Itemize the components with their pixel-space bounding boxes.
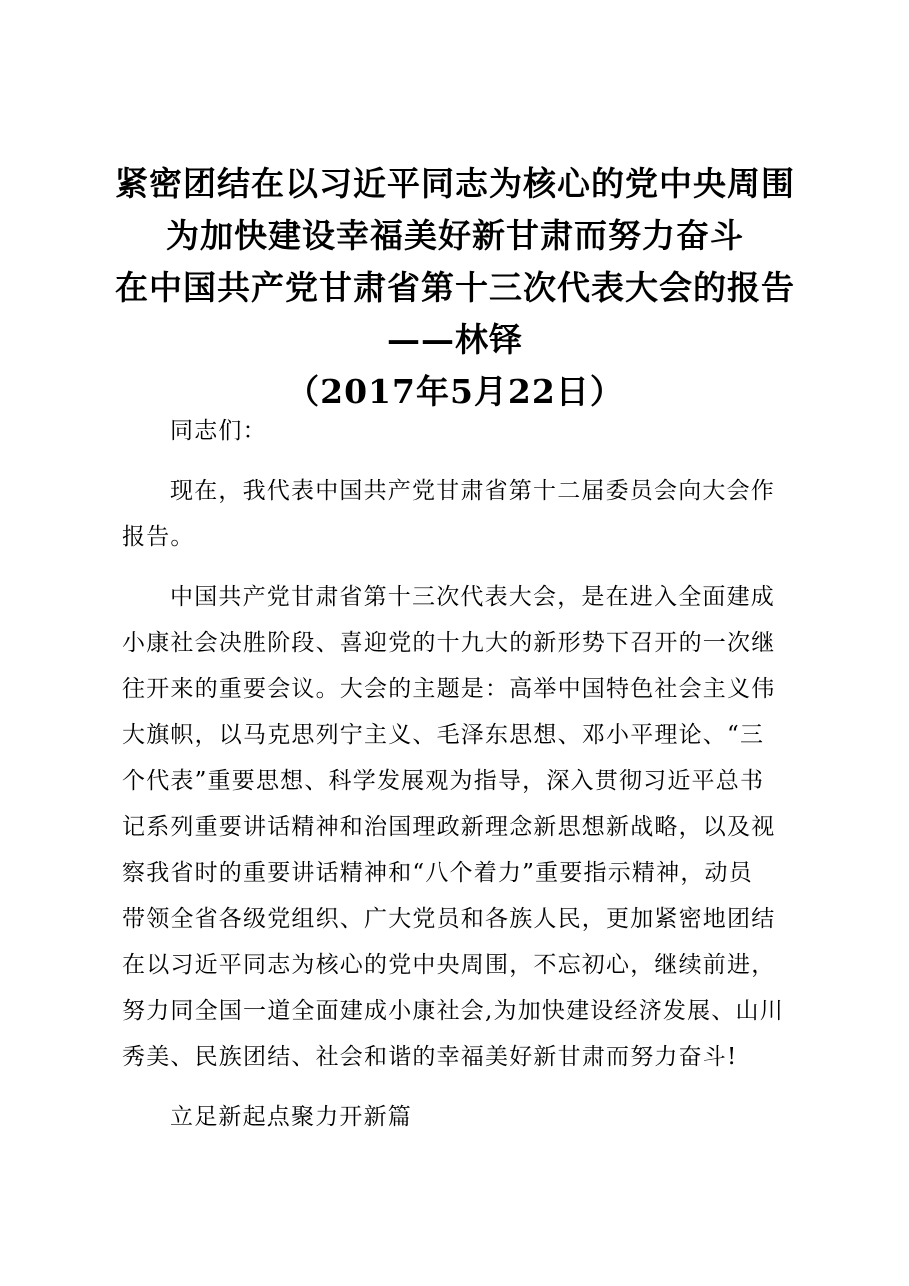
title-line-3: 在中国共产党甘肃省第十三次代表大会的报告 xyxy=(115,268,795,307)
paragraph-line: 个代表”重要思想、科学发展观为指导，深入贯彻习近平总书 xyxy=(122,768,765,794)
paragraph-line: 在以习近平同志为核心的党中央周围，不忘初心，继续前进， xyxy=(122,952,776,978)
section-heading: 立足新起点聚力开新篇 xyxy=(170,1104,412,1130)
author-line: ——林铎 xyxy=(387,320,523,359)
salutation: 同志们： xyxy=(170,418,267,444)
title-line-2: 为加快建设幸福美好新甘肃而努力奋斗 xyxy=(166,216,744,255)
paragraph-line: 大旗帜，以马克思列宁主义、毛泽东思想、邓小平理论、“三 xyxy=(122,722,765,748)
paragraph-1 xyxy=(122,468,802,560)
paragraph-line: 努力同全国一道全面建成小康社会,为加快建设经济发展、山川 xyxy=(122,998,784,1024)
report-title xyxy=(100,158,810,418)
report-body xyxy=(122,408,802,1140)
paragraph-line: 秀美、民族团结、社会和谐的幸福美好新甘肃而努力奋斗! xyxy=(122,1044,738,1070)
paragraph-line: 带领全省各级党组织、广大党员和各族人民，更加紧密地团结 xyxy=(122,906,776,932)
paragraph-line: 往开来的重要会议。大会的主题是：高举中国特色社会主义伟 xyxy=(122,676,776,702)
paragraph-line: 中国共产党甘肃省第十三次代表大会，是在进入全面建成 xyxy=(170,584,775,610)
paragraph-line: 小康社会决胜阶段、喜迎党的十九大的新形势下召开的一次继 xyxy=(122,630,776,656)
date-line: （2017年5月22日） xyxy=(286,372,624,411)
paragraph-line: 察我省时的重要讲话精神和“八个着力”重要指示精神，动员 xyxy=(122,860,753,886)
title-line-1: 紧密团结在以习近平同志为核心的党中央周围 xyxy=(115,164,795,203)
paragraph-line: 现在，我代表中国共产党甘肃省第十二届委员会向大会作 xyxy=(170,478,775,504)
paragraph-2 xyxy=(122,574,802,1080)
paragraph-line: 记系列重要讲话精神和治国理政新理念新思想新战略，以及视 xyxy=(122,814,776,840)
paragraph-line: 报告。 xyxy=(122,524,195,550)
